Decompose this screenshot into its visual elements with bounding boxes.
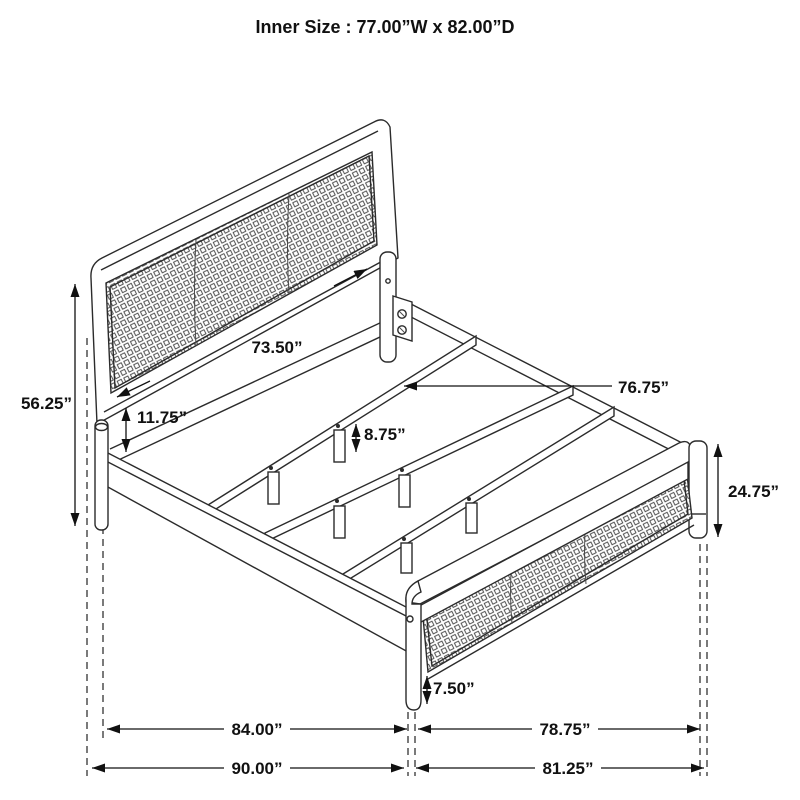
dimension-footboard-height <box>718 444 779 537</box>
headboard <box>91 120 398 424</box>
dim-label-overall-width: 90.00” <box>231 759 283 778</box>
dimension-headboard-height <box>21 284 75 526</box>
dimension-support-leg-height <box>356 424 406 452</box>
dimension-inner-width <box>107 719 407 739</box>
dimension-overall-depth <box>416 758 704 778</box>
dimension-inner-depth <box>418 719 700 739</box>
slat <box>208 336 476 514</box>
footboard-right-post <box>689 441 707 538</box>
dim-label-support-leg-height: 8.75” <box>364 425 406 444</box>
dim-label-footboard-leg-clearance: 7.50” <box>433 679 475 698</box>
dim-label-headboard-clearance: 11.75” <box>137 408 188 427</box>
inner-size-title: Inner Size : 77.00”W x 82.00”D <box>255 17 515 37</box>
dim-label-footboard-height: 24.75” <box>728 482 780 501</box>
dimension-overall-width <box>92 758 404 778</box>
dimension-footboard-leg-clearance <box>427 676 475 704</box>
dimension-headboard-clearance <box>126 408 187 452</box>
dim-label-inner-depth: 78.75” <box>539 720 591 739</box>
dim-label-slat-length: 76.75” <box>618 378 670 397</box>
dim-label-inner-width: 84.00” <box>231 720 283 739</box>
dim-label-headboard-height: 56.25” <box>20 394 72 413</box>
dim-label-headboard-rail-width: 73.50” <box>251 338 303 357</box>
dim-label-overall-depth: 81.25” <box>542 759 594 778</box>
headboard-left-leg <box>95 420 108 530</box>
rail-bracket <box>393 296 412 341</box>
